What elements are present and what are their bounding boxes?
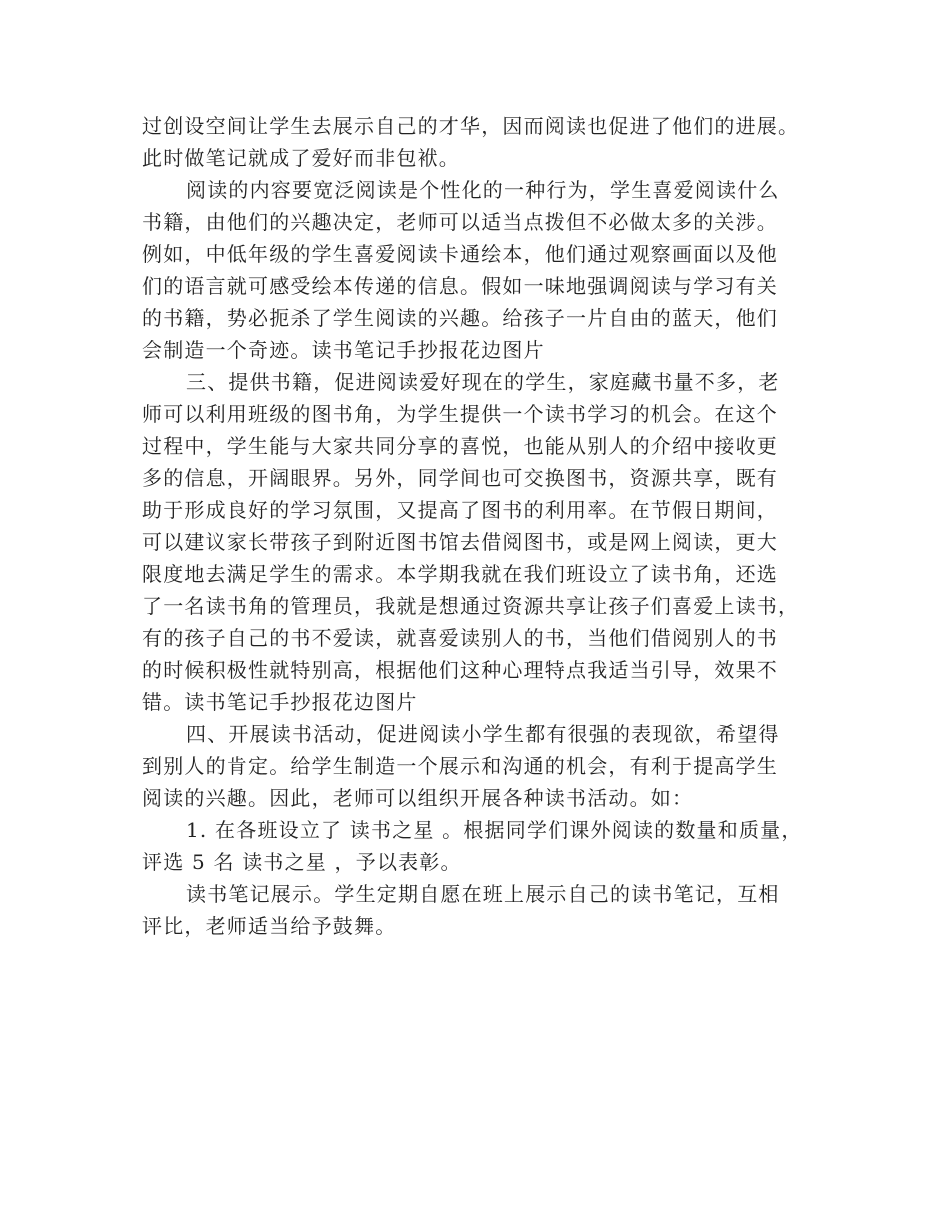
text-line: 的书籍，势必扼杀了学生阅读的兴趣。给孩子一片自由的蓝天，他们	[142, 306, 778, 330]
text-line: 过程中，学生能与大家共同分享的喜悦，也能从别人的介绍中接收更	[142, 434, 778, 458]
text-line: 阅读的内容要宽泛阅读是个性化的一种行为，学生喜爱阅读什么	[186, 178, 780, 202]
text-line: 会制造一个奇迹。读书笔记手抄报花边图片	[142, 338, 545, 362]
text-line: 可以建议家长带孩子到附近图书馆去借阅图书，或是网上阅读，更大	[142, 530, 778, 554]
text-line: 阅读的兴趣。因此，老师可以组织开展各种读书活动。如：	[142, 786, 694, 810]
text-line: 有的孩子自己的书不爱读，就喜爱读别人的书，当他们借阅别人的书	[142, 626, 778, 650]
text-line: 1. 在各班设立了 读书之星 。根据同学们课外阅读的数量和质量，	[186, 818, 803, 842]
text-line: 评选 5 名 读书之星 ，予以表彰。	[142, 850, 462, 874]
text-line: 到别人的肯定。给学生制造一个展示和沟通的机会，有利于提高学生	[142, 754, 778, 778]
text-line: 书籍，由他们的兴趣决定，老师可以适当点拨但不必做太多的关涉。	[142, 210, 778, 234]
text-line: 过创设空间让学生去展示自己的才华，因而阅读也促进了他们的进展。	[142, 114, 800, 138]
text-line: 四、开展读书活动，促进阅读小学生都有很强的表现欲，希望得	[186, 722, 780, 746]
text-line: 读书笔记展示。学生定期自愿在班上展示自己的读书笔记，互相	[186, 882, 780, 906]
text-line: 三、提供书籍，促进阅读爱好现在的学生，家庭藏书量不多，老	[186, 370, 780, 394]
text-line: 师可以利用班级的图书角，为学生提供一个读书学习的机会。在这个	[142, 402, 778, 426]
text-line: 此时做笔记就成了爱好而非包袱。	[142, 146, 460, 170]
document-body	[142, 110, 807, 942]
text-line: 们的语言就可感受绘本传递的信息。假如一味地强调阅读与学习有关	[142, 274, 778, 298]
text-line: 了一名读书角的管理员，我就是想通过资源共享让孩子们喜爱上读书，	[142, 594, 800, 618]
text-line: 助于形成良好的学习氛围，又提高了图书的利用率。在节假日期间，	[142, 498, 778, 522]
text-line: 的时候积极性就特别高，根据他们这种心理特点我适当引导，效果不	[142, 658, 778, 682]
text-line: 限度地去满足学生的需求。本学期我就在我们班设立了读书角，还选	[142, 562, 778, 586]
text-line: 多的信息，开阔眼界。另外，同学间也可交换图书，资源共享，既有	[142, 466, 778, 490]
text-line: 评比，老师适当给予鼓舞。	[142, 914, 397, 938]
text-line: 错。读书笔记手抄报花边图片	[142, 690, 418, 714]
text-line: 例如，中低年级的学生喜爱阅读卡通绘本，他们通过观察画面以及他	[142, 242, 778, 266]
